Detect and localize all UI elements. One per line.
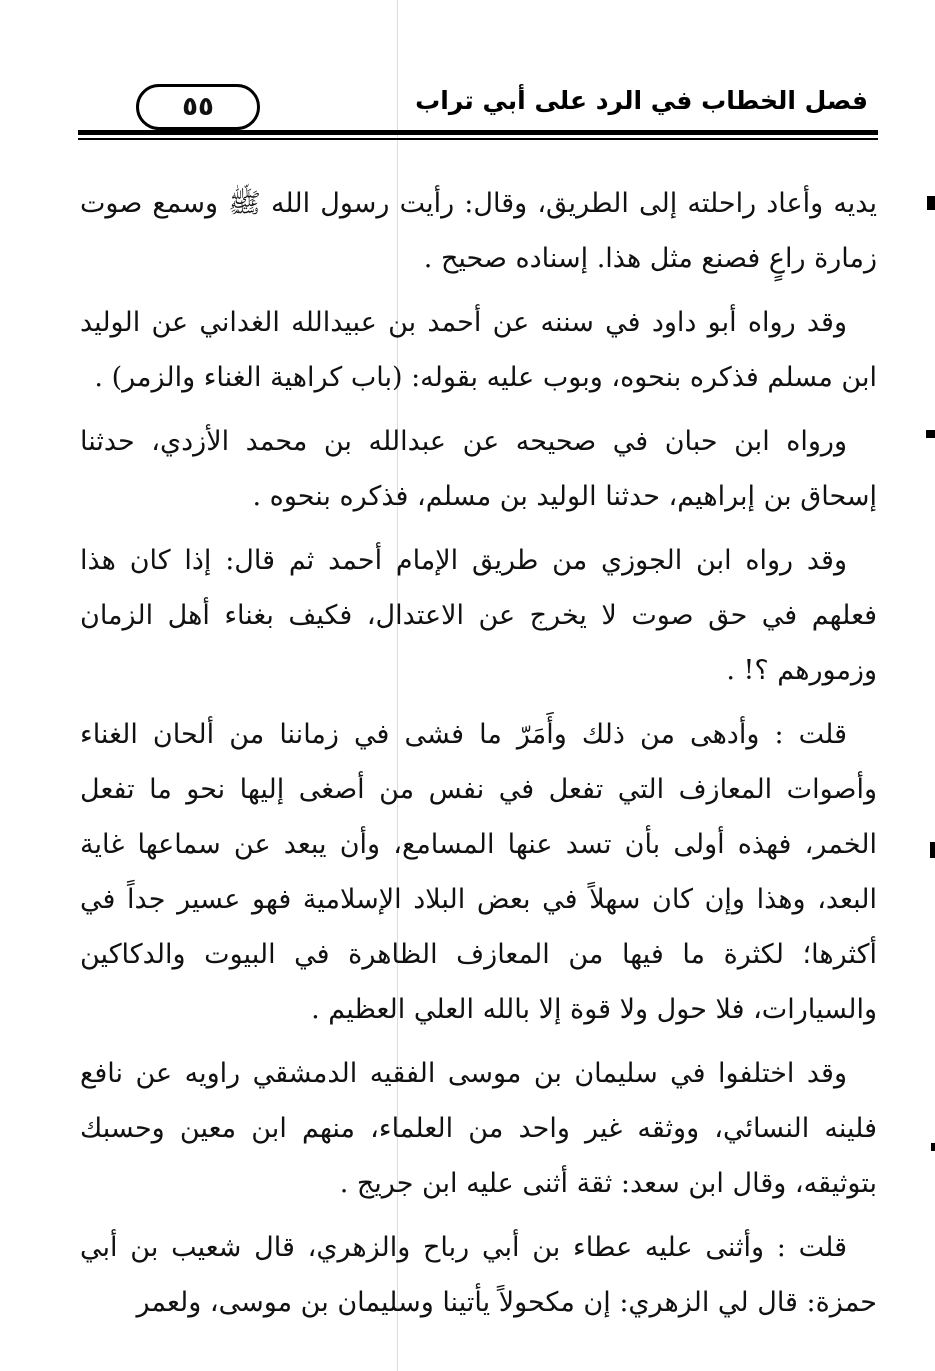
- paragraph-2: وقد رواه أبو داود في سننه عن أحمد بن عبيدالله الغداني عن الوليد ابن مسلم فذكره بنحوه، وبوب عليه بقوله: (باب كراهية الغناء والزمر) .: [80, 307, 877, 393]
- scan-edge-mark: [927, 196, 935, 210]
- paragraph-3: ورواه ابن حبان في صحيحه عن عبدالله بن محمد الأزدي، حدثنا إسحاق بن إبراهيم، حدثنا الوليد بن مسلم، فذكره بنحوه .: [80, 426, 877, 512]
- paragraph-1: يديه وأعاد راحلته إلى الطريق، وقال: رأيت رسول الله ﷺ وسمع صوت زمارة راعٍ فصنع مثل هذا. إسناده صحيح .: [80, 188, 877, 274]
- scan-edge-mark: [931, 1143, 935, 1151]
- header-rule: [78, 130, 878, 140]
- paragraph-7: قلت : وأثنى عليه عطاء بن أبي رباح والزهري، قال شعيب بن أبي حمزة: قال لي الزهري: إن مكحولاً يأتينا وسليمان بن موسى، ولعمر: [80, 1232, 877, 1318]
- body-text: [80, 176, 877, 1339]
- header-rule-thick: [78, 130, 878, 135]
- running-header: [78, 78, 878, 148]
- book-title: فصل الخطاب في الرد على أبي تراب: [415, 86, 868, 115]
- paragraph-4: وقد رواه ابن الجوزي من طريق الإمام أحمد ثم قال: إذا كان هذا فعلهم في حق صوت لا يخرج عن الاعتدال، فكيف بغناء أهل الزمان وزمورهم ؟! .: [80, 545, 877, 686]
- paragraph-5: قلت : وأدهى من ذلك وأَمَرّ ما فشى في زماننا من ألحان الغناء وأصوات المعازف التي تفعل في نفس من أصغى إليها نحو ما تفعل الخمر، فهذه أولى بأن تسد عنها المسامع، وأن يبعد عن سماعها غاية البعد، وهذا وإن كان سهلاً في بعض البلاد الإسلامية فهو عسير جداً في أكثرها؛ لكثرة ما فيها من المعازف الظاهرة في البيوت والدكاكين والسيارات، فلا حول ولا قوة إلا بالله العلي العظيم .: [80, 719, 877, 1025]
- scan-edge-mark: [930, 842, 935, 858]
- scan-edge-mark: [926, 430, 935, 438]
- paragraph-6: وقد اختلفوا في سليمان بن موسى الفقيه الدمشقي راويه عن نافع فلينه النسائي، ووثقه غير واحد من العلماء، منهم ابن معين وحسبك بتوثيقه، وقال ابن سعد: ثقة أثنى عليه ابن جريج .: [80, 1058, 877, 1199]
- page-number: ٥٥: [136, 84, 260, 130]
- header-rule-thin: [78, 138, 878, 140]
